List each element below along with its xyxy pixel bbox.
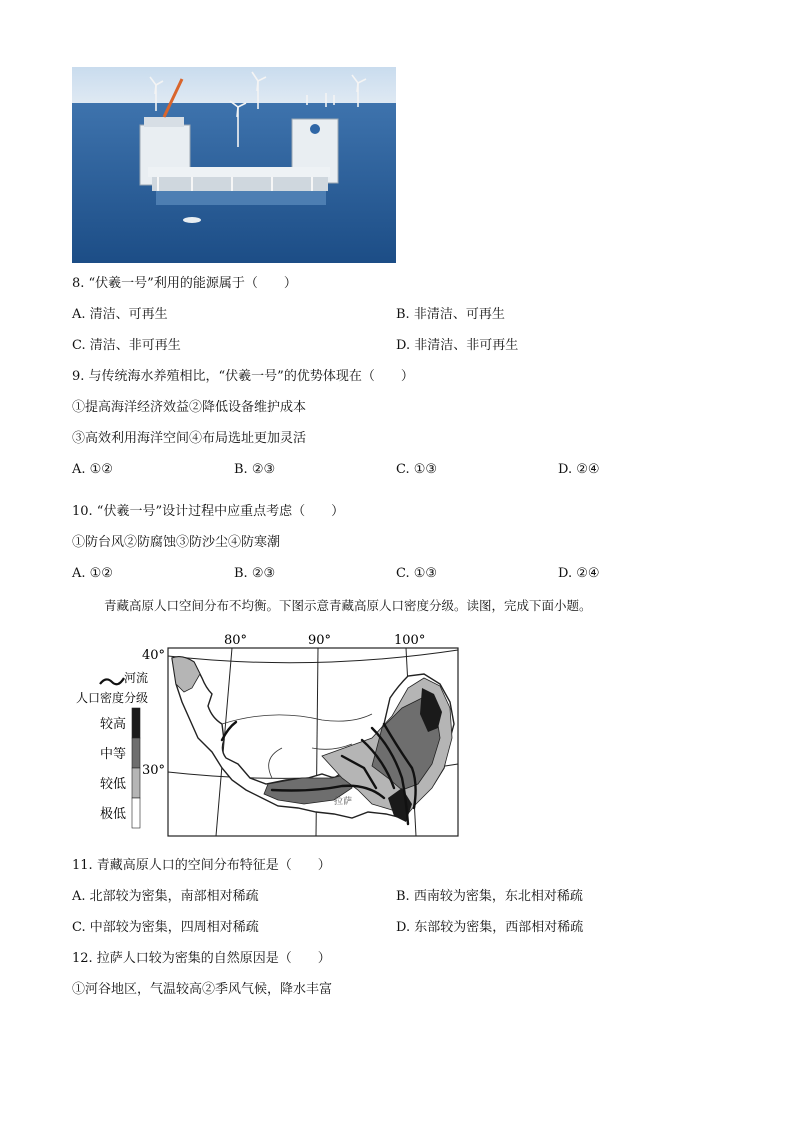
offshore-platform-photo [72,67,396,263]
legend-level-verylow: 极低 [100,807,127,822]
q11-option-a[interactable]: A. 北部较为密集，南部相对稀疏 [72,889,259,904]
q12-stem: 12. 拉萨人口较为密集的自然原因是（ ） [72,951,331,966]
q8-option-d[interactable]: D. 非清洁、非可再生 [396,338,519,353]
map-figure [72,628,464,838]
q9-statement-2: ③高效利用海洋空间④布局选址更加灵活 [72,431,307,446]
q10-option-d[interactable]: D. ②④ [558,566,600,581]
q10-option-b[interactable]: B. ②③ [234,566,276,581]
lon-label-100: 100° [394,633,426,648]
photo-illustration [72,67,396,263]
lat-label-30: 30° [142,763,166,778]
legend-swatch-low [132,768,140,798]
q11-option-b[interactable]: B. 西南较为密集，东北相对稀疏 [396,889,583,904]
map-legend [76,670,148,828]
q8-option-a[interactable]: A. 清洁、可再生 [72,307,168,322]
lon-label-90: 90° [308,633,332,648]
lat-label-40: 40° [142,648,166,663]
legend-level-high: 较高 [100,717,127,732]
q9-statement-1: ①提高海洋经济效益②降低设备维护成本 [72,400,307,415]
map-intro: 青藏高原人口空间分布不均衡。下图示意青藏高原人口密度分级。读图，完成下面小题。 [104,598,592,613]
q11-option-d[interactable]: D. 东部较为密集，西部相对稀疏 [396,920,584,935]
q9-stem: 9. 与传统海水养殖相比，“伏羲一号”的优势体现在（ ） [72,369,414,384]
river-legend-icon [100,678,124,684]
legend-swatch-high [132,708,140,738]
population-density-map [72,628,464,838]
q10-option-c[interactable]: C. ①③ [396,566,438,581]
q9-option-d[interactable]: D. ②④ [558,462,600,477]
q8-option-b[interactable]: B. 非清洁、可再生 [396,307,505,322]
q10-stem: 10. “伏羲一号”设计过程中应重点考虑（ ） [72,504,345,519]
q9-option-a[interactable]: A. ①② [72,462,113,477]
q10-option-a[interactable]: A. ①② [72,566,113,581]
q8-option-c[interactable]: C. 清洁、非可再生 [72,338,181,353]
q9-option-b[interactable]: B. ②③ [234,462,276,477]
q10-statement-1: ①防台风②防腐蚀③防沙尘④防寒潮 [72,535,281,550]
legend-title: 人口密度分级 [76,691,149,705]
q11-stem: 11. 青藏高原人口的空间分布特征是（ ） [72,858,331,873]
lon-label-80: 80° [224,633,248,648]
q12-statement-1: ①河谷地区，气温较高②季风气候，降水丰富 [72,982,333,997]
q9-option-c[interactable]: C. ①③ [396,462,438,477]
legend-swatch-verylow [132,798,140,828]
q11-option-c[interactable]: C. 中部较为密集，四周相对稀疏 [72,920,259,935]
legend-swatch-medium [132,738,140,768]
q8-stem: 8. “伏羲一号”利用的能源属于（ ） [72,276,297,291]
city-label-lhasa: 拉萨 [334,797,353,807]
legend-river-label: 河流 [124,671,149,685]
legend-level-low: 较低 [100,777,127,792]
legend-level-medium: 中等 [100,747,127,762]
